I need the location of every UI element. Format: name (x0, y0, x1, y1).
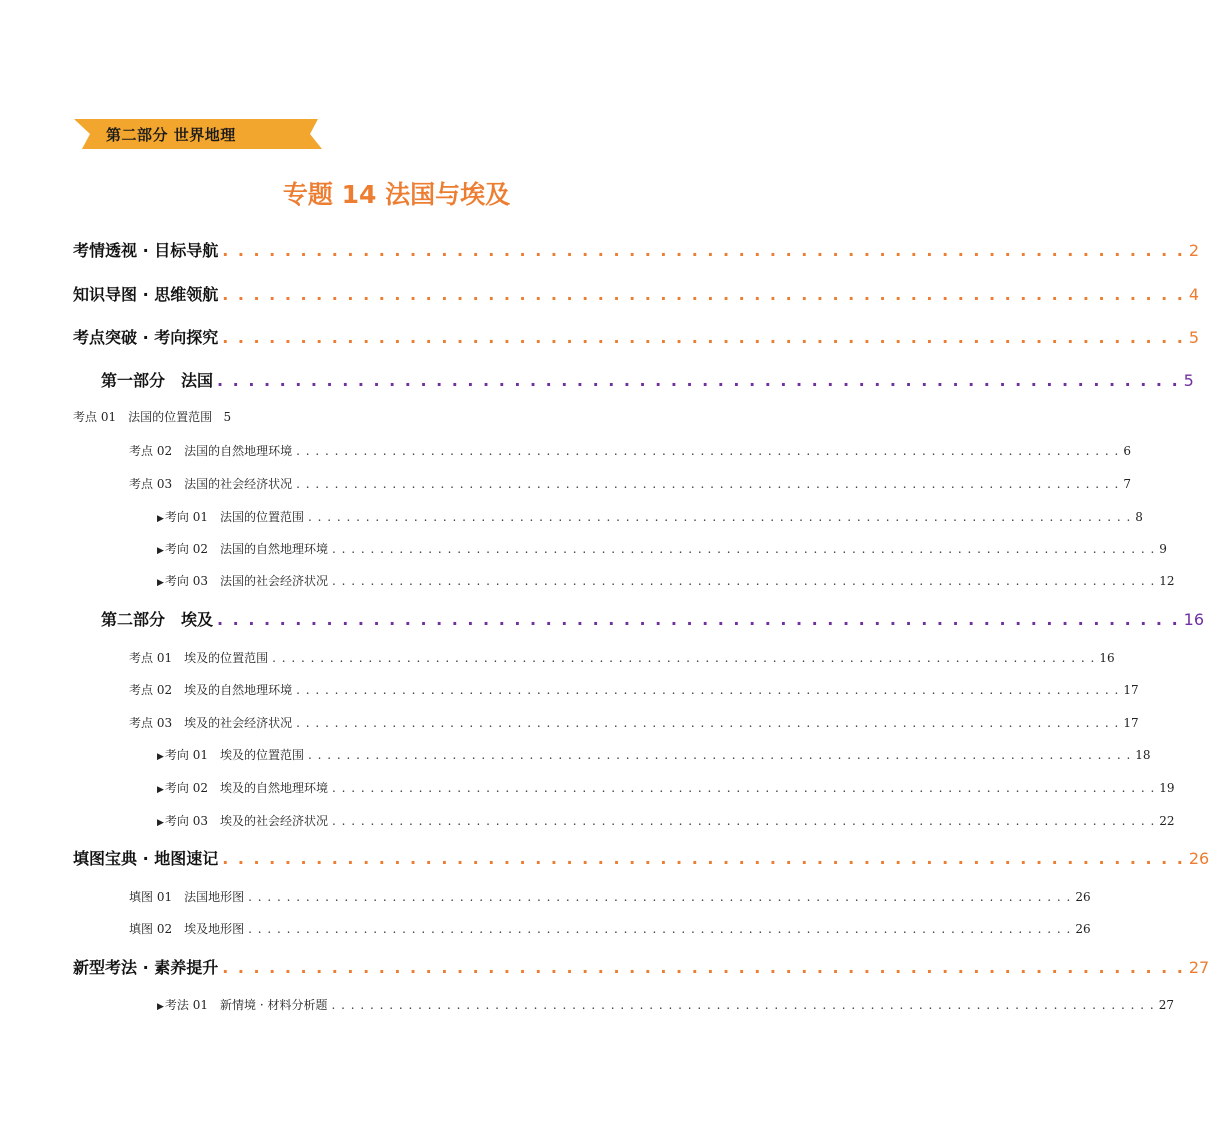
toc-leader-dots: . . . . . . . . . . . . . . . . . . . . . . . . . . . . . . . . . . . . . . . . . . . . . . . . . . . . . . . . . . . . . . . . . . . . . . . . . . . . . . . . . . . . . . (331, 998, 1155, 1012)
toc-leader-dots: . . . . . . . . . . . . . . . . . . . . . . . . . . . . . . . . . . . . . . . . . . . . . . . . . . . . . . . . . . . . . . . . . . . . . . . . . . . . . . . . . . . . . . (248, 922, 1072, 936)
toc-leader-dots: . . . . . . . . . . . . . . . . . . . . . . . . . . . . . . . . . . . . . . . . . . . . . . . . . . . . . . . . . . . . . . (222, 241, 1185, 260)
toc-label: 考向 02 法国的自然地理环境 (164, 542, 329, 556)
banner-text: 第二部分 世界地理 (106, 126, 236, 144)
toc-entry-france-kaodian-03[interactable] (129, 475, 1132, 492)
toc-leader-dots: . . . . . . . . . . . . . . . . . . . . . . . . . . . . . . . . . . . . . . . . . . . . . . . . . . . . . . . . . . . . . . . . . . . . . . . . . . . . . . . . . . . . . . (332, 814, 1156, 828)
toc-entry-kaofa-01[interactable] (157, 996, 1175, 1013)
toc-leader-dots: . . . . . . . . . . . . . . . . . . . . . . . . . . . . . . . . . . . . . . . . . . . . . . . . . . . . . . . . . . . . . . . . . . . . . . . . . . . . . . . . . . . . . . (296, 683, 1120, 697)
toc-entry-part-france[interactable] (101, 368, 1194, 391)
toc-entry-france-kaodian-01[interactable] (73, 408, 231, 425)
toc-entry-egypt-kaoxiang-01[interactable] (157, 746, 1151, 763)
toc-label: 考点突破 · 考向探究 (73, 328, 219, 347)
toc-page-number: 26 (1075, 890, 1091, 904)
toc-entry-kaodian[interactable] (73, 325, 1200, 348)
toc-page-number: 16 (1183, 610, 1205, 629)
toc-label: 考向 02 埃及的自然地理环境 (164, 781, 329, 795)
triangle-bullet-icon: ▶ (157, 578, 164, 588)
toc-page-number: 22 (1159, 814, 1175, 828)
toc-label: 考法 01 新情境 · 材料分析题 (164, 998, 328, 1012)
toc-entry-egypt-kaoxiang-02[interactable] (157, 779, 1175, 796)
toc-page-number: 26 (1075, 922, 1091, 936)
toc-label: 考向 03 埃及的社会经济状况 (164, 814, 329, 828)
toc-entry-egypt-kaoxiang-03[interactable] (157, 812, 1175, 829)
toc-entry-egypt-kaodian-02[interactable] (129, 681, 1139, 698)
toc-page-number: 27 (1158, 998, 1175, 1012)
toc-label: 考向 03 法国的社会经济状况 (164, 574, 329, 588)
toc-entry-xinxing[interactable] (73, 955, 1209, 978)
toc-entry-egypt-kaodian-01[interactable] (129, 649, 1115, 666)
toc-leader-dots: . . . . . . . . . . . . . . . . . . . . . . . . . . . . . . . . . . . . . . . . . . . . . . . . . . . . . . . . . . . . . . . . . . . . . . . . . . . . . . . . . . . . . . (332, 781, 1156, 795)
toc-page-number: 16 (1099, 651, 1115, 665)
toc-page-number: 19 (1159, 781, 1175, 795)
toc-label: 填图宝典 · 地图速记 (73, 849, 219, 868)
toc-entry-tiantu[interactable] (73, 846, 1209, 869)
toc-page-number: 9 (1159, 542, 1167, 556)
toc-entry-kaoqing[interactable] (73, 238, 1200, 261)
toc-page-number: 5 (1183, 371, 1194, 390)
toc-label: 考向 01 埃及的位置范围 (164, 748, 305, 762)
toc-entry-zhishi[interactable] (73, 282, 1200, 305)
toc-page-number: 18 (1135, 748, 1151, 762)
toc-label: 考情透视 · 目标导航 (73, 241, 219, 260)
toc-leader-dots: . . . . . . . . . . . . . . . . . . . . . . . . . . . . . . . . . . . . . . . . . . . . . . . . . . . . . . . . . . . . . . . . . . . . . . . . . . . . . . . . . . . . . . (272, 651, 1096, 665)
toc-leader-dots: . . . . . . . . . . . . . . . . . . . . . . . . . . . . . . . . . . . . . . . . . . . . . . . . . . . . . . . . . . . . . . (217, 371, 1180, 390)
toc-page-number: 17 (1123, 683, 1139, 697)
toc-page-number: 5 (1188, 328, 1200, 347)
toc-label: 第一部分 法国 (101, 371, 214, 390)
toc-label: 考点 03 埃及的社会经济状况 (129, 716, 293, 730)
toc-page-number: 12 (1159, 574, 1175, 588)
toc-label: 考点 02 法国的自然地理环境 (129, 444, 293, 458)
toc-page-number: 8 (1135, 510, 1143, 524)
toc-label: 知识导图 · 思维领航 (73, 285, 219, 304)
toc-entry-tiantu-02[interactable] (129, 920, 1091, 937)
toc-label: 考向 01 法国的位置范围 (164, 510, 305, 524)
toc-page-number: 2 (1188, 241, 1200, 260)
toc-leader-dots: . . . . . . . . . . . . . . . . . . . . . . . . . . . . . . . . . . . . . . . . . . . . . . . . . . . . . . . . . . . . . . (222, 328, 1185, 347)
toc-leader-dots: . . . . . . . . . . . . . . . . . . . . . . . . . . . . . . . . . . . . . . . . . . . . . . . . . . . . . . . . . . . . . . . . . . . . . . . . . . . . . . . . . . . . . . (296, 477, 1120, 491)
triangle-bullet-icon: ▶ (157, 818, 164, 828)
toc-page-number: 7 (1123, 477, 1132, 491)
toc-page-number: 26 (1188, 849, 1209, 868)
toc-label: 考点 01 法国的位置范围 (73, 410, 213, 424)
toc-label: 填图 02 埃及地形图 (129, 922, 245, 936)
toc-leader-dots: . . . . . . . . . . . . . . . . . . . . . . . . . . . . . . . . . . . . . . . . . . . . . . . . . . . . . . . . . . . . . . . . . . . . . . . . . . . . . . . . . . . . . . (332, 542, 1156, 556)
toc-label: 新型考法 · 素养提升 (73, 958, 219, 977)
toc-leader-dots: . . . . . . . . . . . . . . . . . . . . . . . . . . . . . . . . . . . . . . . . . . . . . . . . . . . . . . . . . . . . . . . . . . . . . . . . . . . . . . . . . . . . . . (308, 510, 1132, 524)
triangle-bullet-icon: ▶ (157, 1002, 164, 1012)
toc-page-number: 17 (1123, 716, 1139, 730)
toc-leader-dots: . . . . . . . . . . . . . . . . . . . . . . . . . . . . . . . . . . . . . . . . . . . . . . . . . . . . . . . . . . . . . . . . . . . . . . . . . . . . . . . . . . . . . . (296, 716, 1120, 730)
toc-entry-france-kaoxiang-03[interactable] (157, 572, 1175, 589)
toc-leader-dots: . . . . . . . . . . . . . . . . . . . . . . . . . . . . . . . . . . . . . . . . . . . . . . . . . . . . . . . . . . . . . . . . . . . . . . . . . . . . . . . . . . . . . . (296, 444, 1120, 458)
toc-entry-tiantu-01[interactable] (129, 888, 1091, 905)
triangle-bullet-icon: ▶ (157, 546, 164, 556)
toc-label: 考点 01 埃及的位置范围 (129, 651, 269, 665)
toc-label: 考点 03 法国的社会经济状况 (129, 477, 293, 491)
toc-entry-egypt-kaodian-03[interactable] (129, 714, 1139, 731)
toc-page-number: 5 (223, 410, 232, 424)
toc-label: 考点 02 埃及的自然地理环境 (129, 683, 293, 697)
toc-leader-dots: . . . . . . . . . . . . . . . . . . . . . . . . . . . . . . . . . . . . . . . . . . . . . . . . . . . . . . . . . . . . . . . . . . . . . . . . . . . . . . . . . . . . . . (248, 890, 1072, 904)
toc-leader-dots: . . . . . . . . . . . . . . . . . . . . . . . . . . . . . . . . . . . . . . . . . . . . . . . . . . . . . . . . . . . . . . . . . . . . . . . . . . . . . . . . . . . . . . (308, 748, 1132, 762)
triangle-bullet-icon: ▶ (157, 752, 164, 762)
toc-leader-dots: . . . . . . . . . . . . . . . . . . . . . . . . . . . . . . . . . . . . . . . . . . . . . . . . . . . . . . . . . . . . . . (222, 958, 1185, 977)
triangle-bullet-icon: ▶ (157, 514, 164, 524)
toc-label: 第二部分 埃及 (101, 610, 214, 629)
toc-entry-france-kaoxiang-01[interactable] (157, 508, 1143, 525)
toc-label: 填图 01 法国地形图 (129, 890, 245, 904)
toc-entry-part-egypt[interactable] (101, 607, 1205, 630)
section-banner (74, 117, 322, 151)
toc-leader-dots: . . . . . . . . . . . . . . . . . . . . . . . . . . . . . . . . . . . . . . . . . . . . . . . . . . . . . . . . . . . . . . (217, 610, 1180, 629)
toc-leader-dots: . . . . . . . . . . . . . . . . . . . . . . . . . . . . . . . . . . . . . . . . . . . . . . . . . . . . . . . . . . . . . . . . . . . . . . . . . . . . . . . . . . . . . . (332, 574, 1156, 588)
toc-entry-france-kaoxiang-02[interactable] (157, 540, 1167, 557)
toc-entry-france-kaodian-02[interactable] (129, 442, 1132, 459)
triangle-bullet-icon: ▶ (157, 785, 164, 795)
toc-leader-dots: . . . . . . . . . . . . . . . . . . . . . . . . . . . . . . . . . . . . . . . . . . . . . . . . . . . . . . . . . . . . . . (222, 285, 1185, 304)
page-title: 专题 14 法国与埃及 (282, 180, 511, 209)
toc-leader-dots: . . . . . . . . . . . . . . . . . . . . . . . . . . . . . . . . . . . . . . . . . . . . . . . . . . . . . . . . . . . . . . (222, 849, 1185, 868)
toc-page-number: 27 (1188, 958, 1209, 977)
toc-page-number: 4 (1188, 285, 1200, 304)
toc-page-number: 6 (1123, 444, 1132, 458)
